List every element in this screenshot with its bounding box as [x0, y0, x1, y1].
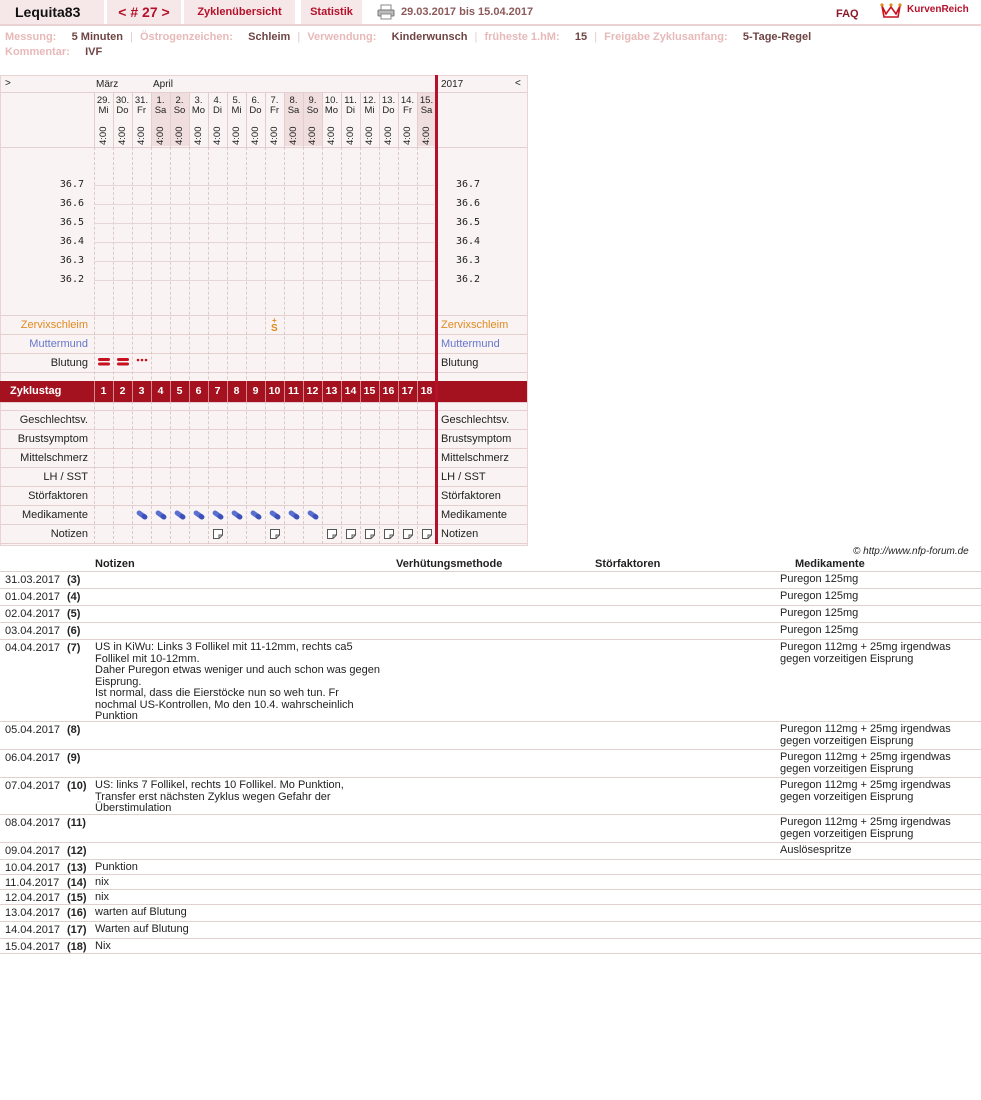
day-number: 3. — [194, 95, 203, 106]
row-date: 04.04.2017 — [5, 642, 61, 654]
row-label-blutung: Blutung — [50, 357, 88, 369]
row-label-brustsymptom: Brustsymptom — [17, 433, 88, 445]
crown-logo-icon[interactable] — [880, 1, 902, 19]
row-medication: Puregon 125mg — [780, 607, 859, 619]
row-date: 15.04.2017 — [5, 941, 61, 953]
estrogen-label: Östrogenzeichen: — [139, 31, 233, 43]
day-number: 12. — [362, 95, 377, 106]
row-cycle-day: (18) — [67, 941, 87, 953]
row-date: 14.04.2017 — [5, 924, 61, 936]
row-date: 03.04.2017 — [5, 625, 61, 637]
bleeding-icon — [117, 358, 129, 366]
day-weekday: Di — [213, 105, 222, 116]
temp-gridline — [94, 261, 434, 262]
pill-icon — [306, 510, 320, 520]
comment-value: IVF — [85, 46, 103, 58]
copyright[interactable]: © http://www.nfp-forum.de — [853, 546, 969, 557]
cycle-info-line: Messung: 5 Minuten | Östrogenzeichen: Schleim | Verwendung: Kinderwunsch | früheste 1.hM: 15 | Freigabe Zyklusanfang: 5-Tage-Regel — [5, 31, 812, 43]
pill-icon — [192, 510, 206, 520]
row-cycle-day: (6) — [67, 625, 81, 637]
pill-icon — [135, 510, 149, 520]
pill-icon — [249, 510, 263, 520]
day-number: 4. — [213, 95, 222, 106]
temp-label-left: 36.5 — [59, 217, 84, 228]
row-divider — [0, 92, 527, 93]
day-column-dash — [227, 147, 228, 544]
pill-icon — [287, 510, 301, 520]
day-number: 29. — [96, 95, 111, 106]
day-weekday: So — [173, 105, 186, 116]
row-date: 31.03.2017 — [5, 574, 61, 586]
day-weekday: Sa — [420, 105, 433, 116]
row-note: US: links 7 Follikel, rechts 10 Follikel. Mo Punktion, Transfer erst nächsten Zyklus wegen Gefahr der Überstimulation — [95, 779, 344, 814]
cycle-day-number: 9 — [252, 385, 259, 397]
day-column-dash — [284, 147, 285, 544]
row-cycle-day: (3) — [67, 574, 81, 586]
table-row — [0, 905, 981, 922]
earliest-value: 15 — [574, 31, 588, 43]
row-cycle-day: (10) — [67, 780, 87, 792]
day-weekday: Do — [249, 105, 262, 116]
row-divider — [0, 372, 527, 373]
measure-time: 4:00 — [383, 126, 394, 145]
table-row — [0, 606, 981, 623]
row-date: 07.04.2017 — [5, 780, 61, 792]
measure-time: 4:00 — [402, 126, 413, 145]
col-header-notes: Notizen — [95, 558, 135, 570]
temp-label-left: 36.7 — [59, 179, 84, 190]
day-number: 15. — [419, 95, 434, 106]
temp-label-left: 36.3 — [59, 255, 84, 266]
temp-label-right: 36.4 — [456, 236, 481, 247]
day-number: 11. — [344, 95, 357, 106]
release-value: 5-Tage-Regel — [742, 31, 812, 43]
cycle-day-number: 5 — [176, 385, 183, 397]
table-row — [0, 589, 981, 606]
row-medication: Puregon 125mg — [780, 624, 859, 636]
note-icon[interactable] — [384, 529, 394, 539]
row-divider — [0, 402, 527, 403]
day-weekday: Mo — [191, 105, 206, 116]
row-cycle-day: (11) — [67, 817, 86, 829]
temp-label-left: 36.2 — [59, 274, 84, 285]
table-row — [0, 890, 981, 905]
day-column-dash — [379, 147, 380, 544]
note-icon[interactable] — [213, 529, 223, 539]
measure-time: 4:00 — [212, 126, 223, 145]
cycle-day-number: 18 — [420, 385, 433, 397]
row-label-stoerfaktoren: Störfaktoren — [28, 490, 88, 502]
cycle-navigator[interactable]: < # 27 > — [107, 0, 181, 24]
mucus-mark: S — [271, 323, 278, 334]
row-label-right-lh-sst: LH / SST — [441, 471, 486, 483]
row-label-notizen: Notizen — [50, 528, 88, 540]
row-divider — [0, 353, 527, 354]
row-cycle-day: (13) — [67, 862, 87, 874]
row-label-muttermund: Muttermund — [29, 338, 88, 350]
row-note: warten auf Blutung — [95, 906, 187, 918]
row-note: nix — [95, 876, 110, 888]
cycle-day-number: 1 — [100, 385, 107, 397]
col-header-method: Verhütungsmethode — [396, 558, 503, 570]
measure-time: 4:00 — [174, 126, 185, 145]
table-row — [0, 640, 981, 722]
temp-label-right: 36.5 — [456, 217, 481, 228]
temp-label-left: 36.4 — [59, 236, 84, 247]
day-column-dash — [341, 147, 342, 544]
day-column-dash — [94, 147, 95, 544]
table-row — [0, 572, 981, 589]
temp-gridline — [94, 280, 434, 281]
measure-time: 4:00 — [364, 126, 375, 145]
row-date: 09.04.2017 — [5, 845, 61, 857]
row-cycle-day: (9) — [67, 752, 81, 764]
row-date: 13.04.2017 — [5, 907, 61, 919]
day-weekday: Mi — [231, 105, 242, 116]
row-label-right-brustsymptom: Brustsymptom — [441, 433, 512, 445]
row-divider — [0, 467, 527, 468]
row-label-lh-sst: LH / SST — [43, 471, 88, 483]
cycle-day-number: 8 — [233, 385, 240, 397]
day-weekday: Do — [382, 105, 395, 116]
table-row — [0, 875, 981, 890]
measure-time: 4:00 — [421, 126, 432, 145]
day-number: 10. — [324, 95, 339, 106]
month-label-april: April — [153, 79, 174, 90]
row-note: Nix — [95, 940, 111, 952]
day-number: 7. — [270, 95, 279, 106]
table-row — [0, 623, 981, 640]
month-label-maerz: März — [96, 79, 119, 90]
cycle-day-number: 6 — [195, 385, 202, 397]
col-header-disturb: Störfaktoren — [595, 558, 661, 570]
bleeding-icon — [136, 358, 148, 366]
table-row — [0, 778, 981, 815]
comment-label: Kommentar: — [5, 46, 70, 58]
note-icon[interactable] — [422, 529, 432, 539]
measure-time: 4:00 — [307, 126, 318, 145]
username[interactable]: Lequita83 — [0, 0, 105, 24]
row-date: 08.04.2017 — [5, 817, 61, 829]
row-date: 12.04.2017 — [5, 892, 61, 904]
row-cycle-day: (4) — [67, 591, 81, 603]
row-label-zervixschleim: Zervixschleim — [20, 319, 88, 331]
row-medication: Puregon 112mg + 25mg irgendwas gegen vorzeitigen Eisprung — [780, 816, 951, 840]
day-weekday: Fr — [403, 105, 412, 116]
measure-time: 4:00 — [345, 126, 356, 145]
row-cycle-day: (16) — [67, 907, 87, 919]
row-label-right-stoerfaktoren: Störfaktoren — [441, 490, 501, 502]
cycle-day-number: 7 — [214, 385, 221, 397]
note-icon[interactable] — [327, 529, 337, 539]
table-row — [0, 860, 981, 875]
day-number: 9. — [308, 95, 317, 106]
row-date: 02.04.2017 — [5, 608, 61, 620]
row-cycle-day: (15) — [67, 892, 87, 904]
today-marker — [435, 75, 438, 544]
measure-time: 4:00 — [193, 126, 204, 145]
cycle-day-label: Zyklustag — [10, 385, 62, 397]
cycle-chart — [0, 75, 527, 545]
row-medication: Auslösespritze — [780, 844, 852, 856]
cycle-day-number: 17 — [401, 385, 414, 397]
day-number: 13. — [381, 95, 396, 106]
day-weekday: Fr — [137, 105, 146, 116]
cycle-day-number: 2 — [119, 385, 126, 397]
row-date: 11.04.2017 — [5, 877, 60, 889]
date-range: 29.03.2017 bis 15.04.2017 — [401, 6, 534, 18]
day-weekday: So — [306, 105, 319, 116]
measure-time: 4:00 — [155, 126, 166, 145]
row-date: 05.04.2017 — [5, 724, 61, 736]
measure-label: Messung: — [5, 31, 57, 43]
day-weekday: Do — [116, 105, 129, 116]
table-row — [0, 815, 981, 843]
row-medication: Puregon 125mg — [780, 573, 859, 585]
row-divider — [0, 147, 527, 148]
temp-gridline — [94, 185, 434, 186]
row-label-right-zervixschleim: Zervixschleim — [441, 319, 509, 331]
cycle-day-number: 4 — [157, 385, 164, 397]
measure-time: 4:00 — [288, 126, 299, 145]
cycle-day-number: 12 — [306, 385, 319, 397]
temp-gridline — [94, 204, 434, 205]
temp-label-right: 36.3 — [456, 255, 481, 266]
note-icon[interactable] — [403, 529, 413, 539]
cycle-day-number: 11 — [287, 385, 300, 397]
row-label-right-notizen: Notizen — [441, 528, 479, 540]
temp-label-right: 36.6 — [456, 198, 481, 209]
table-row — [0, 722, 981, 750]
day-number: 1. — [156, 95, 165, 106]
row-note: US in KiWu: Links 3 Follikel mit 11-12mm, rechts ca5 Follikel mit 10-12mm. Daher Puregon etwas weniger und auch schon was gegen Eisprung. Ist normal, dass die Eierstöcke nun so weh tun. Fr nochmal US-Kontrollen, Mo den 10.4. wahrscheinlich Punktion — [95, 641, 380, 722]
pill-icon — [211, 510, 225, 520]
measure-time: 4:00 — [231, 126, 242, 145]
table-row — [0, 922, 981, 939]
day-column-dash — [151, 147, 152, 544]
row-divider — [0, 543, 527, 544]
col-header-meds: Medikamente — [795, 558, 865, 570]
day-number: 2. — [175, 95, 184, 106]
cycle-day-number: 14 — [344, 385, 357, 397]
row-medication: Puregon 112mg + 25mg irgendwas gegen vorzeitigen Eisprung — [780, 779, 951, 803]
temp-label-right: 36.2 — [456, 274, 481, 285]
temp-gridline — [94, 223, 434, 224]
measure-time: 4:00 — [269, 126, 280, 145]
table-row — [0, 843, 981, 860]
row-label-geschlechtsv: Geschlechtsv. — [19, 414, 88, 426]
day-column-dash — [132, 147, 133, 544]
earliest-label: früheste 1.hM: — [484, 31, 560, 43]
pill-icon — [268, 510, 282, 520]
row-cycle-day: (8) — [67, 724, 81, 736]
chart-nav-right[interactable]: < — [515, 78, 521, 89]
row-note: nix — [95, 891, 110, 903]
row-cycle-day: (17) — [67, 924, 87, 936]
faq-link[interactable]: FAQ — [836, 8, 859, 20]
day-column-dash — [398, 147, 399, 544]
measure-time: 4:00 — [117, 126, 128, 145]
day-weekday: Fr — [270, 105, 279, 116]
cycle-day-number: 10 — [268, 385, 281, 397]
day-weekday: Di — [346, 105, 355, 116]
year-label: 2017 — [441, 79, 464, 90]
row-divider — [0, 448, 527, 449]
temp-gridline — [94, 242, 434, 243]
row-label-mittelschmerz: Mittelschmerz — [20, 452, 88, 464]
row-divider — [0, 429, 527, 430]
day-column-dash — [113, 147, 114, 544]
row-label-right-blutung: Blutung — [441, 357, 479, 369]
row-note: Punktion — [95, 861, 138, 873]
measure-value: 5 Minuten — [71, 31, 123, 43]
measure-time: 4:00 — [98, 126, 109, 145]
estrogen-value: Schleim — [248, 31, 291, 43]
day-weekday: Mi — [364, 105, 375, 116]
row-cycle-day: (7) — [67, 642, 81, 654]
row-divider — [0, 315, 527, 316]
cycle-day-number: 16 — [382, 385, 395, 397]
day-weekday: Sa — [287, 105, 300, 116]
row-label-right-medikamente: Medikamente — [441, 509, 508, 521]
cycle-day-number: 15 — [363, 385, 376, 397]
row-divider — [0, 505, 527, 506]
cycle-day-number: 13 — [325, 385, 338, 397]
day-column-dash — [265, 147, 266, 544]
cycle-day-bar — [0, 381, 527, 402]
day-number: 31. — [134, 95, 149, 106]
row-note: Warten auf Blutung — [95, 923, 189, 935]
day-number: 30. — [115, 95, 130, 106]
row-label-medikamente: Medikamente — [21, 509, 88, 521]
day-column-dash — [322, 147, 323, 544]
row-medication: Puregon 112mg + 25mg irgendwas gegen vorzeitigen Eisprung — [780, 751, 951, 775]
row-medication: Puregon 125mg — [780, 590, 859, 602]
pill-icon — [173, 510, 187, 520]
day-column-dash — [246, 147, 247, 544]
day-weekday: Sa — [154, 105, 167, 116]
measure-time: 4:00 — [136, 126, 147, 145]
row-medication: Puregon 112mg + 25mg irgendwas gegen vorzeitigen Eisprung — [780, 723, 951, 747]
row-divider — [0, 334, 527, 335]
row-label-right-geschlechtsv: Geschlechtsv. — [441, 414, 510, 426]
note-icon[interactable] — [346, 529, 356, 539]
measure-time: 4:00 — [326, 126, 337, 145]
release-label: Freigabe Zyklusanfang: — [604, 31, 728, 43]
day-number: 8. — [289, 95, 298, 106]
day-number: 6. — [251, 95, 260, 106]
day-number: 14. — [400, 95, 415, 106]
row-divider — [0, 524, 527, 525]
use-label: Verwendung: — [307, 31, 377, 43]
row-cycle-day: (12) — [67, 845, 87, 857]
bleeding-icon — [98, 358, 110, 366]
day-column-dash — [208, 147, 209, 544]
row-label-right-muttermund: Muttermund — [441, 338, 500, 350]
use-value: Kinderwunsch — [391, 31, 468, 43]
row-date: 10.04.2017 — [5, 862, 61, 874]
comment-line — [5, 46, 102, 58]
pill-icon — [154, 510, 168, 520]
tab-statistik[interactable]: Statistik — [301, 0, 362, 24]
note-icon[interactable] — [270, 529, 280, 539]
row-cycle-day: (5) — [67, 608, 81, 620]
tab-zyklenuebersicht[interactable]: Zyklenübersicht — [184, 0, 295, 24]
row-divider — [0, 486, 527, 487]
cycle-day-number: 3 — [138, 385, 145, 397]
note-icon[interactable] — [365, 529, 375, 539]
row-date: 06.04.2017 — [5, 752, 61, 764]
table-row — [0, 750, 981, 778]
row-medication: Puregon 112mg + 25mg irgendwas gegen vorzeitigen Eisprung — [780, 641, 951, 665]
row-date: 01.04.2017 — [5, 591, 61, 603]
mucus-plus: + — [272, 316, 277, 325]
day-column-dash — [360, 147, 361, 544]
day-number: 5. — [232, 95, 241, 106]
logo-text[interactable]: KurvenReich — [907, 4, 969, 15]
day-column-dash — [189, 147, 190, 544]
table-row — [0, 939, 981, 954]
row-cycle-day: (14) — [67, 877, 87, 889]
top-bar — [0, 0, 981, 26]
row-label-right-mittelschmerz: Mittelschmerz — [441, 452, 509, 464]
row-divider — [0, 410, 527, 411]
pill-icon — [230, 510, 244, 520]
measure-time: 4:00 — [250, 126, 261, 145]
temp-label-left: 36.6 — [59, 198, 84, 209]
chart-nav-left[interactable]: > — [5, 78, 11, 89]
printer-icon[interactable] — [377, 4, 395, 20]
day-column-dash — [417, 147, 418, 544]
day-column-dash — [170, 147, 171, 544]
day-weekday: Mi — [98, 105, 109, 116]
temp-label-right: 36.7 — [456, 179, 481, 190]
day-weekday: Mo — [324, 105, 339, 116]
day-column-dash — [303, 147, 304, 544]
